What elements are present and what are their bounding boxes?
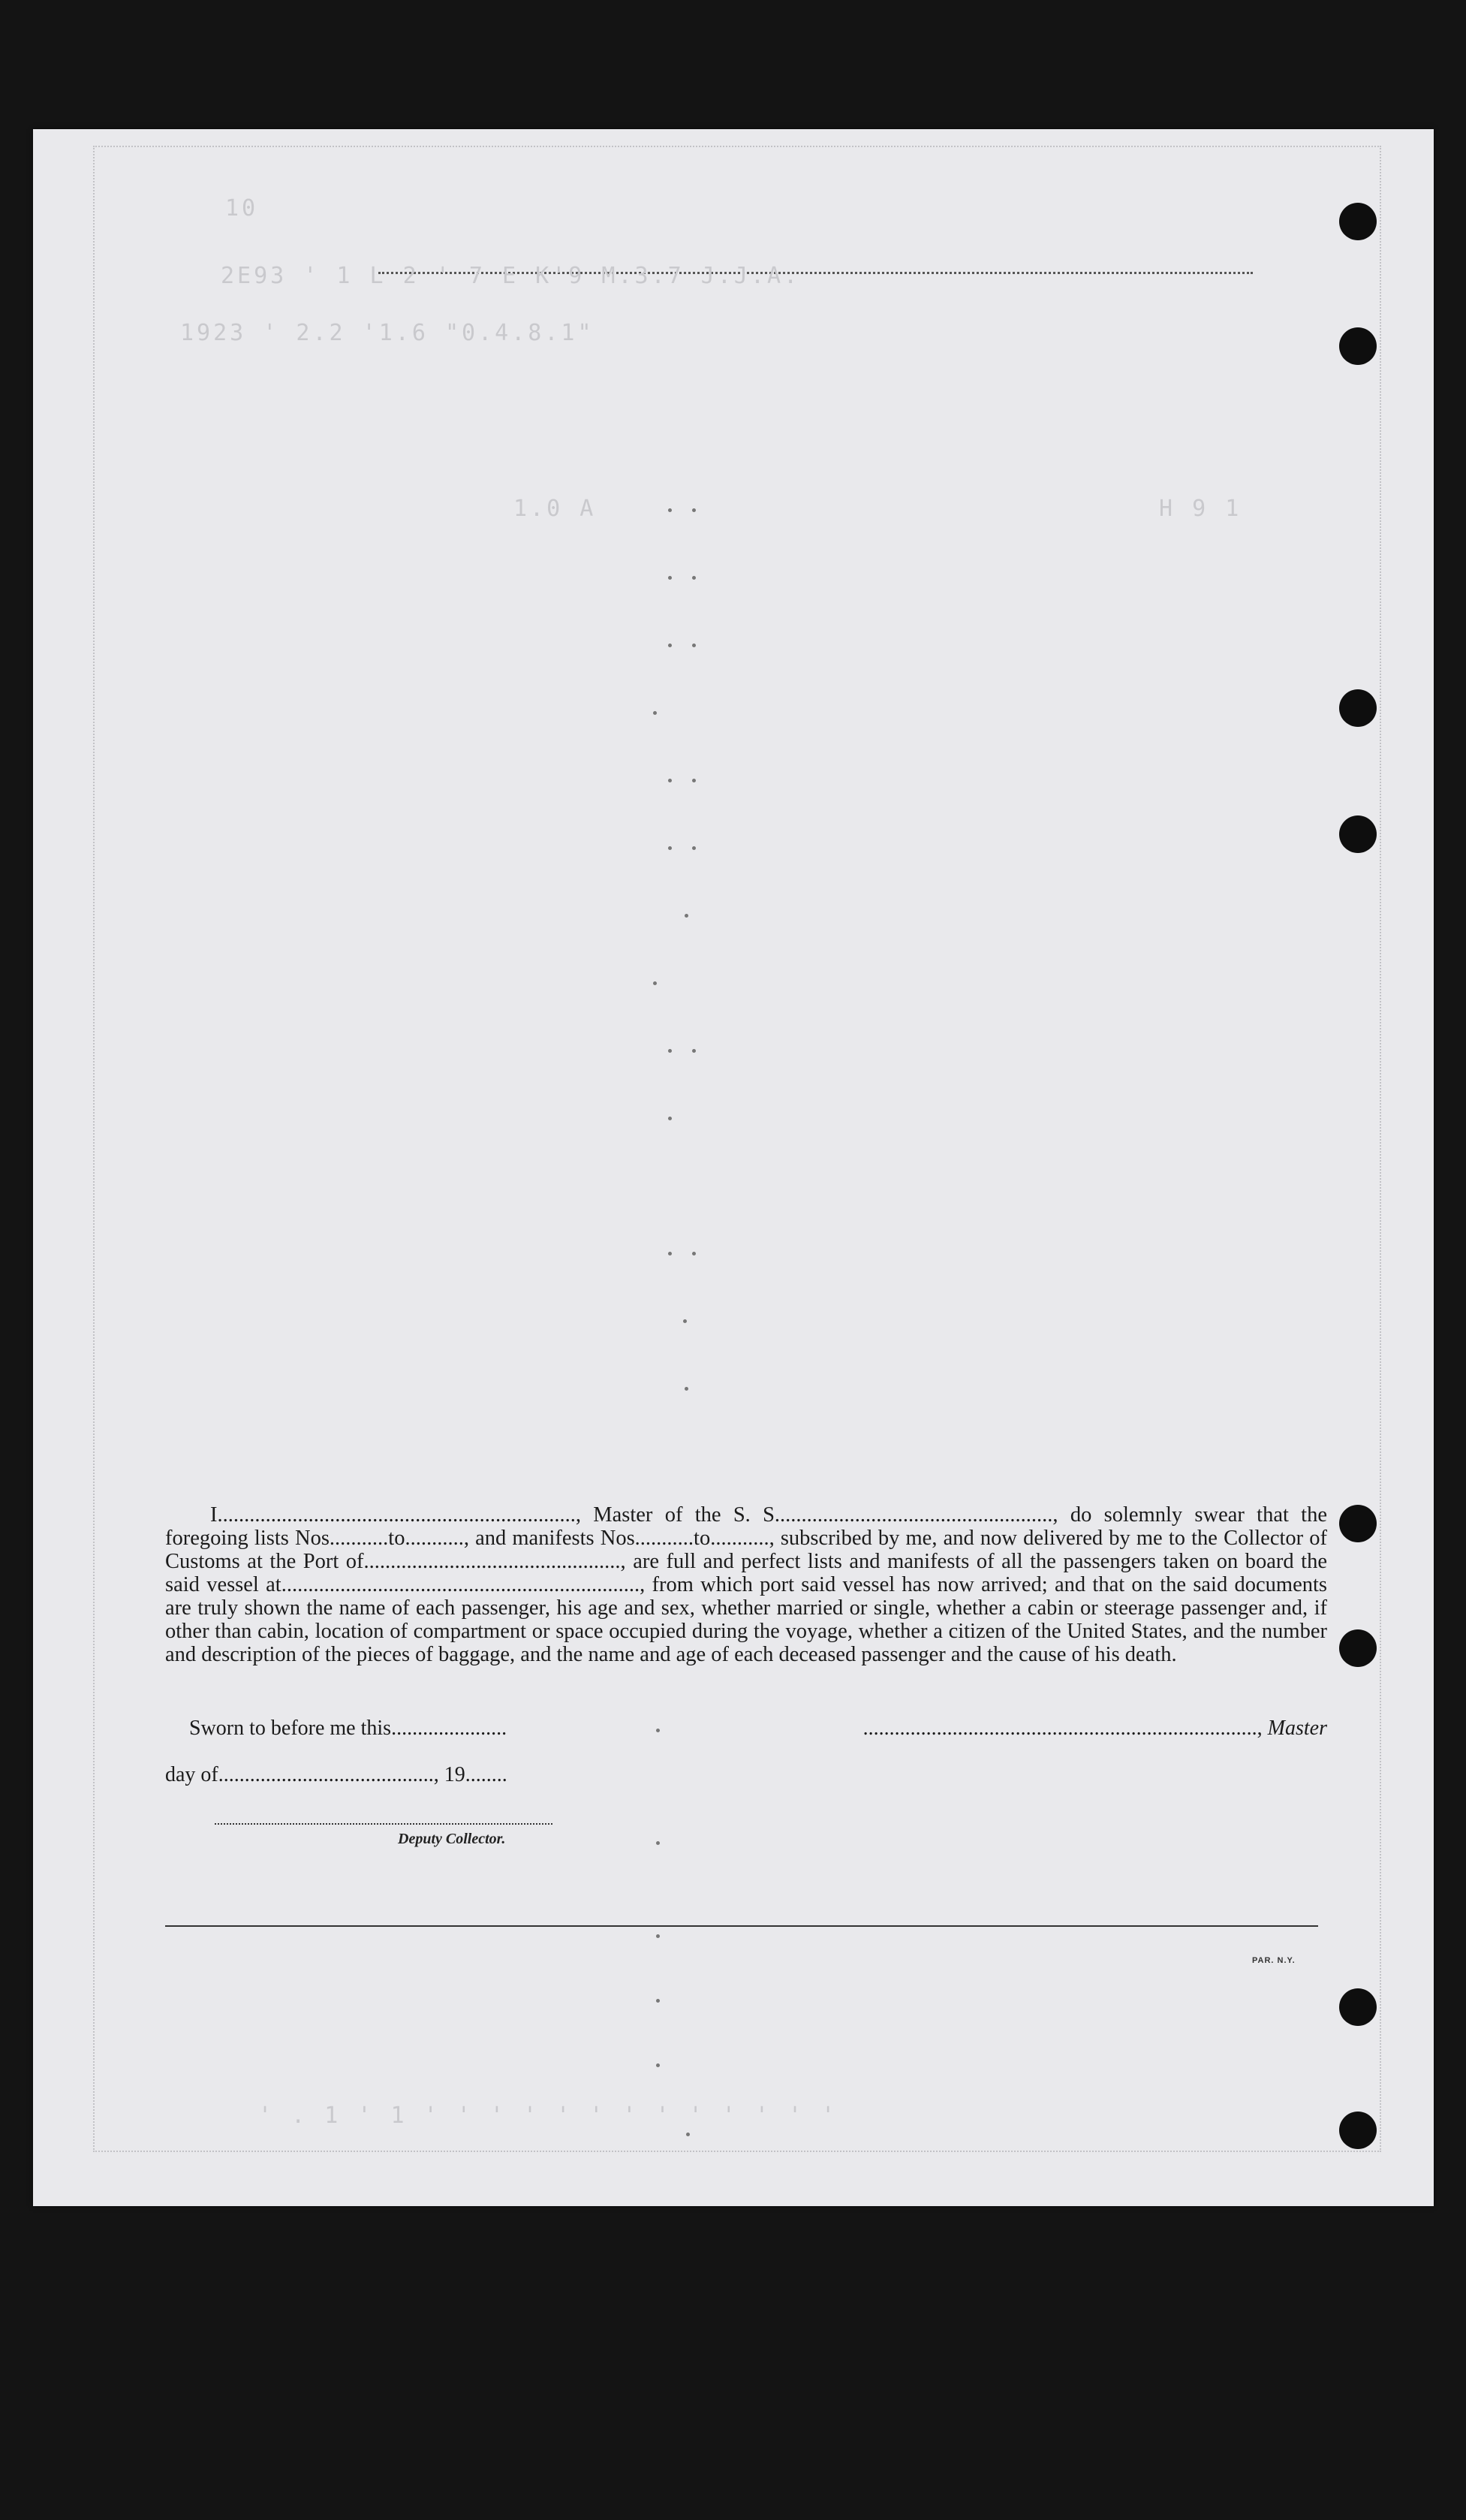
master-label: Master [1267,1717,1327,1740]
ghost-text-line-1: 10 [225,195,259,222]
dot-mark [692,779,696,782]
dot-mark [683,1319,687,1323]
dot-mark [656,1999,660,2003]
dot-mark [653,981,657,985]
dot-mark [656,1934,660,1938]
punch-hole [1339,689,1377,727]
printer-mark: PAR. N.Y. [1252,1956,1296,1965]
ghost-text-line-3: 1923 ' 2.2 '1.6 "0.4.8.1" [180,320,595,346]
dot-mark [668,846,672,850]
master-signature-line [863,1717,1327,1741]
ghost-text-line-5: H 9 1 [1159,496,1242,522]
oath-text: I..................................................................., Master of the S. S...................................................., do solemnly swear that the foregoing lists Nos...........to..........., and manifests Nos...........to..........., subscribed by me, and now delivered by me to the Collector of Customs at the Port of................................................, are full and perfect lists and manifests of all the passengers taken on board the said vessel at..................................................................., from which port said vessel has now arrived; and that on the said documents are truly shown the name of each passenger, his age and sex, whether married or single, whether a cabin or steerage passenger and, if other than cabin, location of compartment or space occupied during the voyage, whether a citizen of the United States, and the number and description of the pieces of baggage, and the name and age of each deceased passenger and the cause of his death. [165,1503,1327,1666]
sworn-before-label: Sworn to before me this...................... [189,1717,507,1740]
dot-mark [668,1252,672,1255]
punch-hole [1339,1629,1377,1667]
dot-mark [668,779,672,782]
punch-hole [1339,1505,1377,1542]
punch-hole [1339,2112,1377,2149]
punch-hole [1339,327,1377,365]
deputy-collector-label: Deputy Collector. [398,1831,506,1847]
ghost-text-bottom: ' . 1 ' 1 ' ' ' ' ' ' ' ' ' ' ' ' ' [258,2103,838,2129]
dot-mark [692,846,696,850]
dot-mark [653,711,657,715]
manifest-sheet [33,129,1434,2206]
dot-mark [668,644,672,647]
master-oath-paragraph [165,1503,1327,1666]
ghost-text-line-4: 1.0 A [513,496,597,522]
deputy-signature-line [215,1823,552,1825]
dot-mark [692,1049,696,1053]
punch-hole [1339,1988,1377,2026]
dot-mark [692,1252,696,1255]
master-signature-dots: ..........................................................................., [862,1717,1268,1740]
dot-mark [668,508,672,512]
dot-mark [656,2063,660,2067]
dot-mark [686,2133,690,2136]
ghost-text-line-2: 2E93 ' 1 L 2 ' 7 E K'9 M.3.7 J.J.A. [221,263,801,289]
punch-hole [1339,203,1377,240]
sworn-line [165,1717,1327,1747]
dot-mark [692,508,696,512]
dot-mark [668,1117,672,1120]
dot-mark [668,1049,672,1053]
horizontal-rule [165,1925,1318,1927]
day-of-line: day of........................................., 19........ [165,1763,507,1786]
dot-mark [685,914,688,918]
dot-mark [692,644,696,647]
punch-hole [1339,815,1377,853]
dot-mark [656,1841,660,1845]
page-border [93,146,1381,2152]
dot-mark [685,1387,688,1391]
dot-mark [668,576,672,580]
dot-mark [692,576,696,580]
